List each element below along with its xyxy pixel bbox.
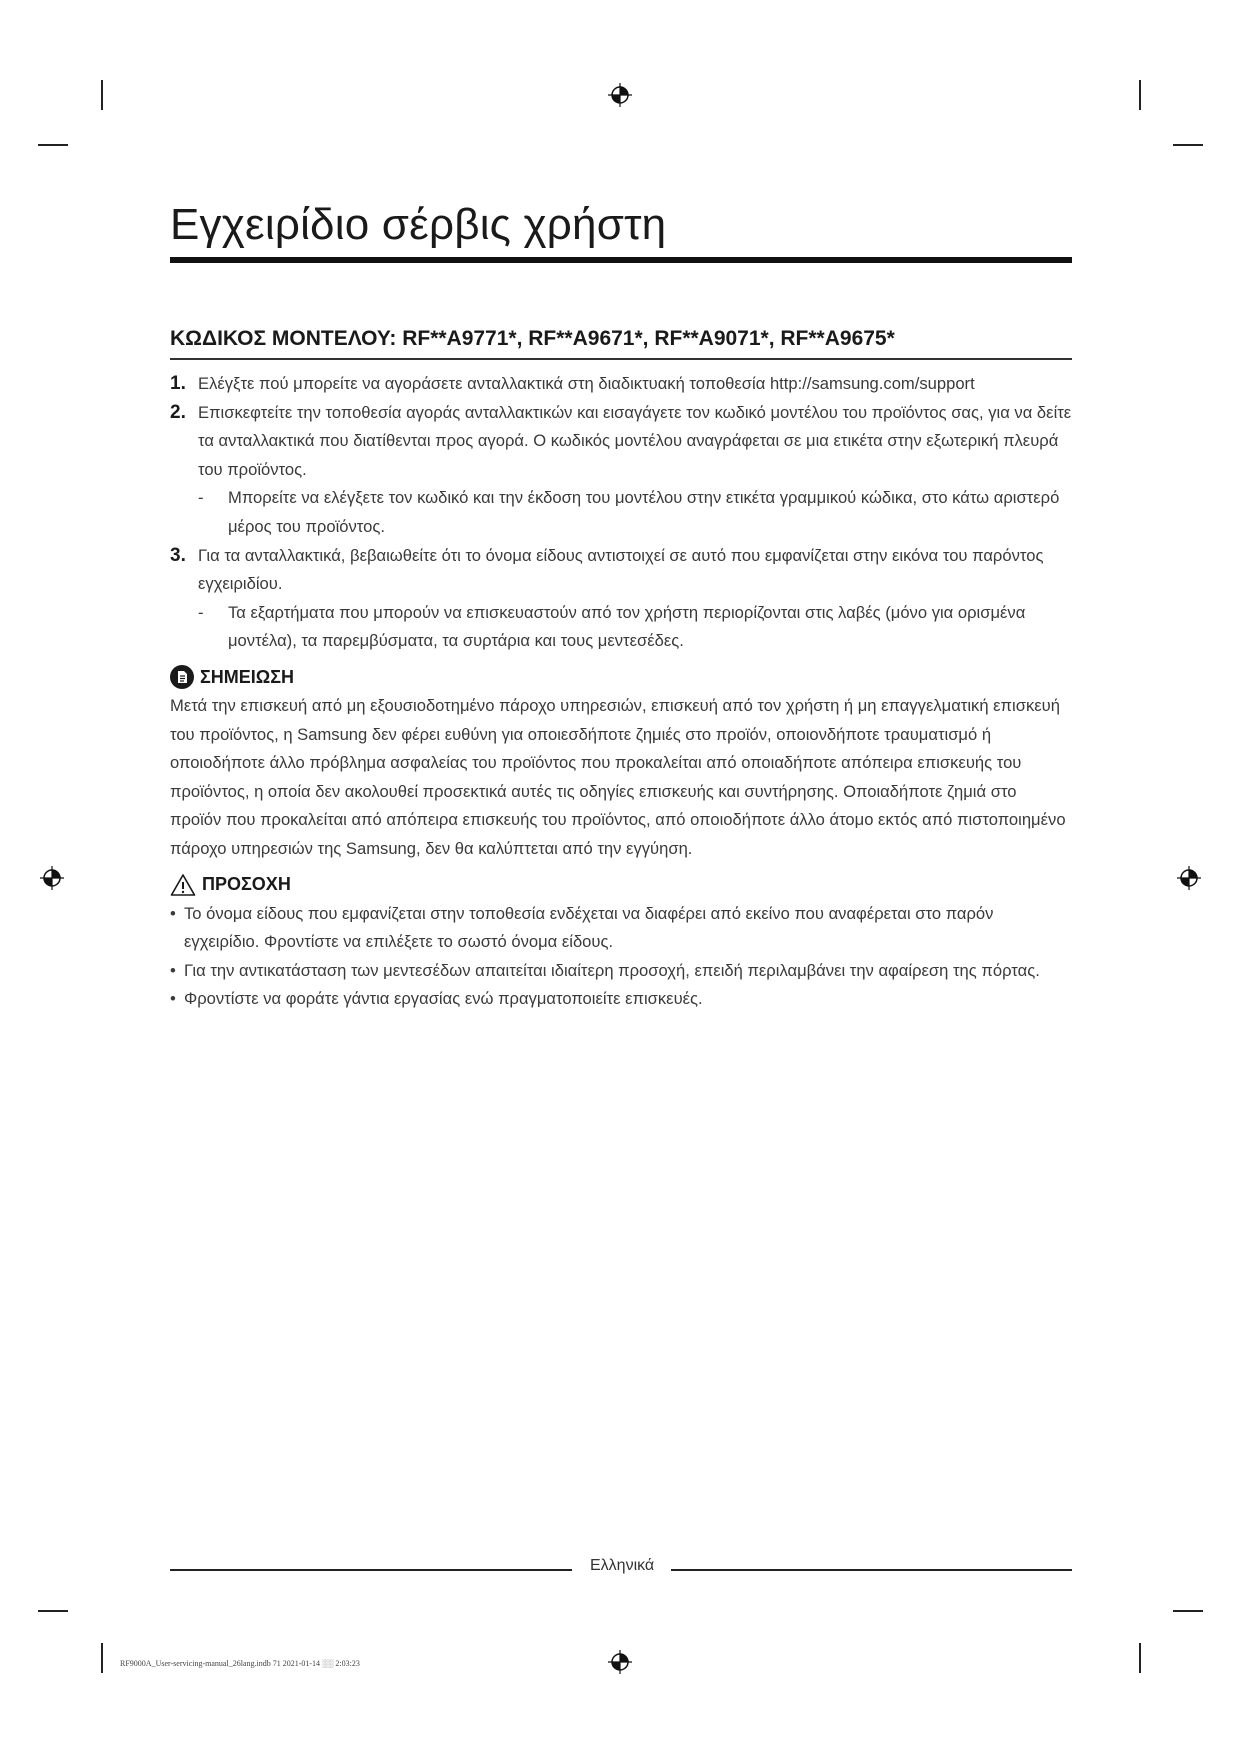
crop-mark xyxy=(38,144,68,146)
registration-mark-icon xyxy=(39,865,65,891)
sub-item-text: Τα εξαρτήματα που μπορούν να επισκευαστούν από τον χρήστη περιορίζονται στις λαβές (μόνο για ορισμένα μοντέλα), τα παρεμβύσματα, τα συρτάρια και τους μεντεσέδες. xyxy=(228,602,1026,651)
crop-mark xyxy=(101,80,103,110)
footer-rule xyxy=(671,1569,1072,1571)
step-number: 1. xyxy=(170,373,186,394)
dash-marker: - xyxy=(198,488,204,508)
caution-item-text: Φροντίστε να φοράτε γάντια εργασίας ενώ πραγματοποιείτε επισκευές. xyxy=(184,989,703,1009)
heading-divider xyxy=(170,358,1072,360)
note-heading xyxy=(170,662,1072,692)
caution-item xyxy=(170,957,1072,986)
main-content xyxy=(170,370,1072,1014)
step-number: 2. xyxy=(170,401,186,423)
crop-mark xyxy=(1139,1643,1141,1673)
sub-item xyxy=(170,599,1072,656)
caution-item-text: Το όνομα είδους που εμφανίζεται στην τοποθεσία ενδέχεται να διαφέρει από εκείνο που αναφέρεται στο παρόν εγχειρίδιο. Φροντίστε να επιλέξετε το σωστό όνομα είδους. xyxy=(184,903,994,952)
footer-language: Ελληνικά xyxy=(590,1557,655,1574)
print-slug: RF9000A_User-servicing-manual_26lang.indb 71 2021-01-14 ░░ 2:03:23 xyxy=(120,1659,360,1668)
bullet-marker: • xyxy=(170,903,176,923)
bullet-marker: • xyxy=(170,960,176,980)
caution-item-text: Για την αντικατάσταση των μεντεσέδων απαιτείται ιδιαίτερη προσοχή, επειδή περιλαμβάνει την αφαίρεση της πόρτας. xyxy=(184,960,1040,980)
step-text: Επισκεφτείτε την τοποθεσία αγοράς ανταλλακτικών και εισαγάγετε τον κωδικό μοντέλου του προϊόντος σας, για να δείτε τα ανταλλακτικά που διατίθενται προς αγορά. Ο κωδικός μοντέλου αναγράφεται σε μια ετικέτα στην εξωτερική πλευρά του προϊόντος. xyxy=(198,402,1072,479)
note-icon xyxy=(170,665,194,689)
warning-triangle-icon xyxy=(170,873,196,897)
crop-mark xyxy=(1173,1610,1203,1612)
caution-item xyxy=(170,985,1072,1014)
footer-rule xyxy=(170,1569,572,1571)
step-text: Ελέγξτε πού μπορείτε να αγοράσετε ανταλλακτικά στη διαδικτυακή τοποθεσία http://samsung.com/support xyxy=(198,374,975,393)
crop-mark xyxy=(1173,144,1203,146)
step-item xyxy=(170,399,1072,485)
note-text: Μετά την επισκευή από μη εξουσιοδοτημένο πάροχο υπηρεσιών, επισκευή από τον χρήστη ή μη επαγγελματική επισκευή του προϊόντος, η Samsung δεν φέρει ευθύνη για οποιεσδήποτε ζημιές στο προϊόν, οποιονδήποτε τραυματισμό ή οποιοδήποτε άλλο πρόβλημα ασφαλείας του προϊόντος που προκαλείται από οποιαδήποτε απόπειρα επισκευής του προϊόντος, η οποία δεν ακολουθεί προσεκτικά αυτές τις οδηγίες επισκευής και συντήρησης. Οποιαδήποτε ζημιά στο προϊόν που προκαλείται από απόπειρα επισκευής του προϊόντος, από οποιοδήποτε άλλο άτομο εκτός από πιστοποιημένο πάροχο υπηρεσιών της Samsung, δεν θα καλύπτεται από την εγγύηση. xyxy=(170,695,1066,858)
bullet-marker: • xyxy=(170,989,176,1009)
crop-mark xyxy=(1139,80,1141,110)
step-text: Για τα ανταλλακτικά, βεβαιωθείτε ότι το όνομα είδους αντιστοιχεί σε αυτό που εμφανίζεται στην εικόνα του παρόντος εγχειριδίου. xyxy=(198,545,1044,594)
note-heading-label: ΣΗΜΕΙΩΣΗ xyxy=(200,666,295,687)
page-title: Εγχειρίδιο σέρβις χρήστη xyxy=(170,200,667,249)
sub-item xyxy=(170,484,1072,541)
title-underline xyxy=(170,257,1072,263)
step-number: 3. xyxy=(170,544,186,566)
step-item xyxy=(170,370,1072,399)
caution-item xyxy=(170,900,1072,957)
registration-mark-icon xyxy=(1176,865,1202,891)
crop-mark xyxy=(101,1643,103,1673)
step-item xyxy=(170,542,1072,599)
crop-mark xyxy=(38,1610,68,1612)
sub-item-text: Μπορείτε να ελέγξετε τον κωδικό και την έκδοση του μοντέλου στην ετικέτα γραμμικού κώδικα, στο κάτω αριστερό μέρος του προϊόντος. xyxy=(228,488,1060,536)
registration-mark-icon xyxy=(607,1649,633,1675)
caution-heading-label: ΠΡΟΣΟΧΗ xyxy=(202,874,291,895)
model-code-heading: ΚΩΔΙΚΟΣ ΜΟΝΤΕΛΟΥ: RF**A9771*, RF**A9671*, RF**A9071*, RF**A9675* xyxy=(170,327,895,350)
dash-marker: - xyxy=(198,602,204,622)
caution-heading xyxy=(170,870,1072,900)
registration-mark-icon xyxy=(607,82,633,108)
